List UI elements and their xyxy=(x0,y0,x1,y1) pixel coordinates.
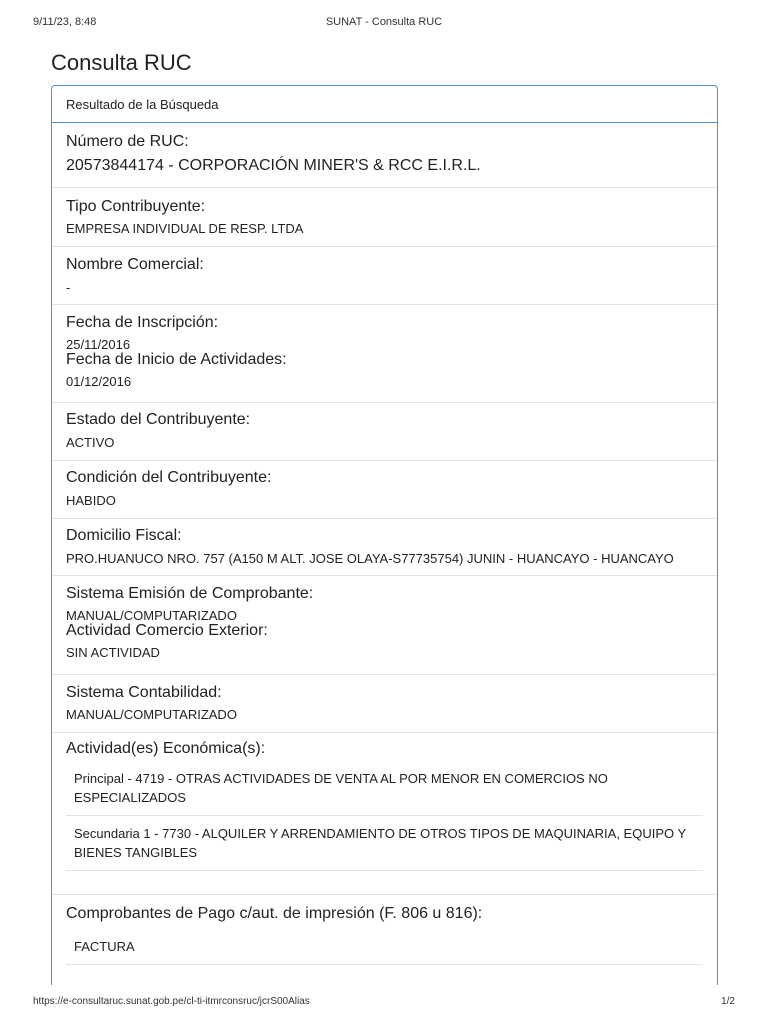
page-title: Consulta RUC xyxy=(51,50,192,75)
actividades-label: Actividad(es) Económica(s): xyxy=(66,740,266,757)
comprobantes-row xyxy=(52,895,717,985)
panel-heading: Resultado de la Búsqueda xyxy=(52,86,717,123)
contabilidad-label: Sistema Contabilidad: xyxy=(66,684,222,701)
domicilio-label: Domicilio Fiscal: xyxy=(66,527,182,544)
inicio-label: Fecha de Inicio de Actividades: xyxy=(66,351,287,368)
sistema-row xyxy=(52,576,717,675)
list-item: Principal - 4719 - OTRAS ACTIVIDADES DE VENTA AL POR MENOR EN COMERCIOS NO ESPECIALIZADOS xyxy=(66,769,703,816)
print-header xyxy=(0,14,768,30)
actividades-row xyxy=(52,733,717,895)
estado-label: Estado del Contribuyente: xyxy=(66,411,251,428)
print-url: https://e-consultaruc.sunat.gob.pe/cl-ti-itmrconsruc/jcrS00Alias xyxy=(33,996,310,1007)
domicilio-row xyxy=(52,519,717,576)
comprobantes-label: Comprobantes de Pago c/aut. de impresión (F. 806 u 816): xyxy=(66,905,483,922)
print-title: SUNAT - Consulta RUC xyxy=(325,16,443,28)
condicion-row xyxy=(52,461,717,519)
inscripcion-label: Fecha de Inscripción: xyxy=(66,314,219,331)
tipo-value: EMPRESA INDIVIDUAL DE RESP. LTDA xyxy=(66,221,304,236)
ruc-label: Número de RUC: xyxy=(66,133,189,150)
list-item: Secundaria 1 - 7730 - ALQUILER Y ARRENDAMIENTO DE OTROS TIPOS DE MAQUINARIA, EQUIPO Y BIENES TANGIBLES xyxy=(66,816,703,871)
domicilio-value: PRO.HUANUCO NRO. 757 (A150 M ALT. JOSE OLAYA-S77735754) JUNIN - HUANCAYO - HUANCAYO xyxy=(66,551,674,566)
contabilidad-row xyxy=(52,675,717,733)
fechas-row xyxy=(52,305,717,403)
nombre-row xyxy=(52,247,717,305)
emision-value: MANUAL/COMPUTARIZADO xyxy=(66,608,237,623)
print-footer xyxy=(0,996,768,1010)
tipo-label: Tipo Contribuyente: xyxy=(66,198,206,215)
results-panel xyxy=(51,85,718,985)
list-item: FACTURA xyxy=(66,938,703,965)
nombre-label: Nombre Comercial: xyxy=(66,256,204,273)
comercio-label: Actividad Comercio Exterior: xyxy=(66,622,268,639)
estado-row xyxy=(52,403,717,461)
print-date: 9/11/23, 8:48 xyxy=(33,16,97,28)
actividades-list xyxy=(66,769,703,871)
emision-label: Sistema Emisión de Comprobante: xyxy=(66,585,314,602)
comercio-value: SIN ACTIVIDAD xyxy=(66,645,160,660)
inscripcion-value: 25/11/2016 xyxy=(66,337,131,352)
comprobantes-list xyxy=(66,938,703,965)
nombre-value: - xyxy=(66,280,71,295)
ruc-value: 20573844174 - CORPORACIÓN MINER'S & RCC E.I.R.L. xyxy=(66,157,481,174)
page-number: 1/2 xyxy=(721,996,735,1007)
contabilidad-value: MANUAL/COMPUTARIZADO xyxy=(66,707,237,722)
condicion-value: HABIDO xyxy=(66,493,116,508)
condicion-label: Condición del Contribuyente: xyxy=(66,469,272,486)
ruc-row xyxy=(52,123,717,188)
tipo-row xyxy=(52,188,717,247)
estado-value: ACTIVO xyxy=(66,435,115,450)
inicio-value: 01/12/2016 xyxy=(66,374,132,389)
